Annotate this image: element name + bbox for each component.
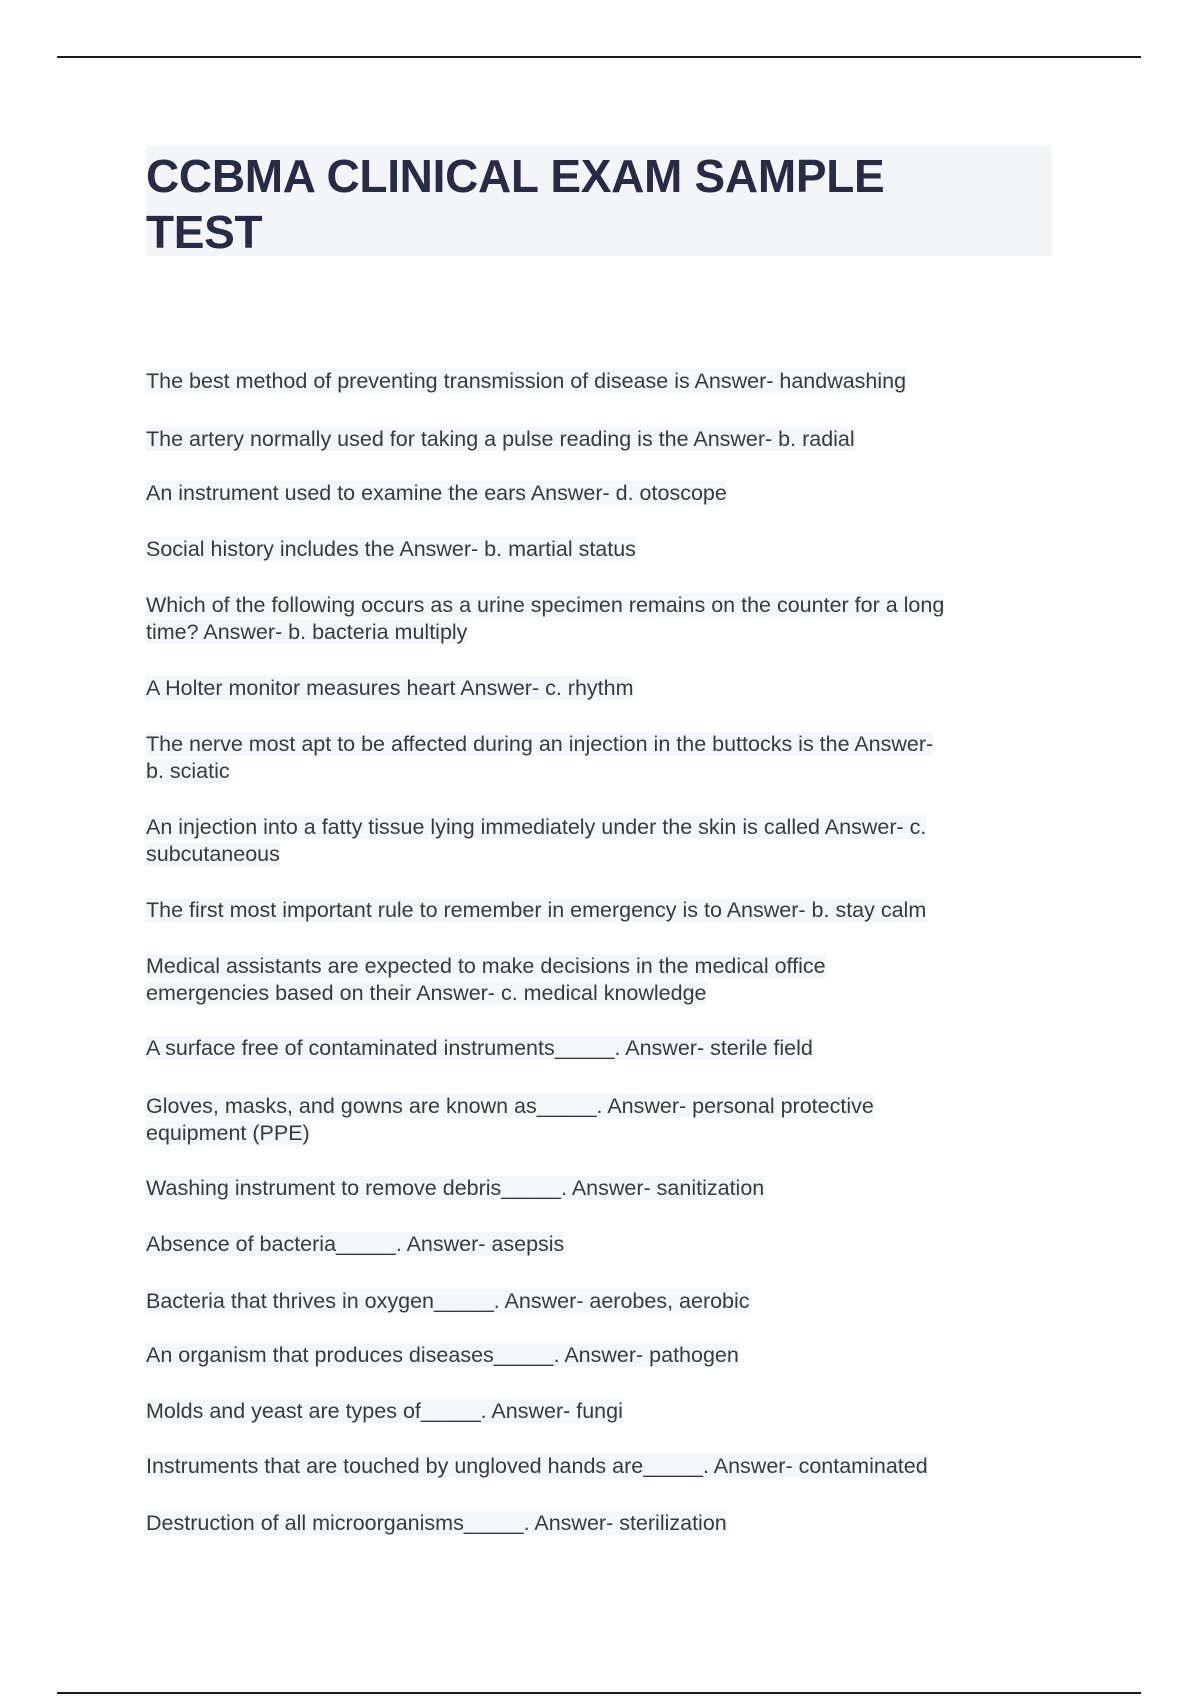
question-text: time? Answer- b. bacteria multiply	[146, 620, 468, 644]
question-text: The best method of preventing transmission of disease is Answer- handwashing	[146, 369, 907, 393]
question-line	[146, 731, 933, 758]
question-text: Bacteria that thrives in oxygen_____. Answer- aerobes, aerobic	[146, 1289, 750, 1313]
question-line	[146, 1398, 623, 1425]
question-text: subcutaneous	[146, 842, 280, 866]
question-item	[146, 592, 944, 646]
header-rule	[57, 56, 1141, 58]
question-item	[146, 536, 636, 563]
question-line	[146, 675, 634, 702]
question-line	[146, 1120, 874, 1147]
question-text: Absence of bacteria_____. Answer- asepsis	[146, 1232, 565, 1256]
question-text: Molds and yeast are types of_____. Answer- fungi	[146, 1399, 623, 1423]
question-text: An injection into a fatty tissue lying immediately under the skin is called Answer- c.	[146, 815, 927, 839]
question-text: The nerve most apt to be affected during an injection in the buttocks is the Answer-	[146, 732, 934, 756]
question-item	[146, 480, 727, 507]
question-text: Instruments that are touched by ungloved hands are_____. Answer- contaminated	[146, 1454, 928, 1478]
title-line: TEST	[146, 206, 263, 258]
question-item	[146, 953, 826, 1007]
question-item	[146, 426, 855, 453]
question-text: A Holter monitor measures heart Answer- c. rhythm	[146, 676, 634, 700]
question-item	[146, 731, 933, 785]
question-item	[146, 1510, 727, 1537]
question-item	[146, 1035, 813, 1062]
question-line	[146, 1288, 750, 1315]
question-line	[146, 480, 727, 507]
question-item	[146, 897, 926, 924]
question-line	[146, 814, 926, 841]
title-line: CCBMA CLINICAL EXAM SAMPLE	[146, 150, 885, 202]
question-line	[146, 426, 855, 453]
question-line	[146, 368, 906, 395]
question-text: A surface free of contaminated instruments_____. Answer- sterile field	[146, 1036, 813, 1060]
question-line	[146, 1093, 874, 1120]
question-text: Which of the following occurs as a urine specimen remains on the counter for a long	[146, 593, 945, 617]
question-text: Gloves, masks, and gowns are known as_____. Answer- personal protective	[146, 1094, 874, 1118]
question-item	[146, 1175, 764, 1202]
question-item	[146, 1342, 739, 1369]
question-item	[146, 1231, 564, 1258]
question-text: The artery normally used for taking a pulse reading is the Answer- b. radial	[146, 427, 855, 451]
question-text: Washing instrument to remove debris_____. Answer- sanitization	[146, 1176, 765, 1200]
question-line	[146, 536, 636, 563]
question-line	[146, 1453, 928, 1480]
question-line	[146, 1510, 727, 1537]
question-text: b. sciatic	[146, 759, 230, 783]
question-line	[146, 619, 944, 646]
question-line	[146, 1342, 739, 1369]
question-item	[146, 1453, 928, 1480]
question-line	[146, 841, 926, 868]
question-line	[146, 1231, 564, 1258]
question-text: The first most important rule to remember in emergency is to Answer- b. stay calm	[146, 898, 927, 922]
question-line	[146, 592, 944, 619]
question-text: Destruction of all microorganisms_____. Answer- sterilization	[146, 1511, 727, 1535]
question-text: emergencies based on their Answer- c. medical knowledge	[146, 981, 707, 1005]
question-text: Social history includes the Answer- b. martial status	[146, 537, 636, 561]
question-item	[146, 1093, 874, 1147]
footer-rule	[57, 1692, 1141, 1694]
question-text: Medical assistants are expected to make decisions in the medical office	[146, 954, 826, 978]
question-line	[146, 758, 933, 785]
question-line	[146, 897, 926, 924]
question-line	[146, 953, 826, 980]
question-line	[146, 1035, 813, 1062]
question-text: An organism that produces diseases_____. Answer- pathogen	[146, 1343, 739, 1367]
question-item	[146, 1398, 623, 1425]
page-title	[146, 148, 884, 260]
question-item	[146, 675, 634, 702]
question-item	[146, 368, 906, 395]
question-text: An instrument used to examine the ears Answer- d. otoscope	[146, 481, 727, 505]
question-text: equipment (PPE)	[146, 1121, 310, 1145]
question-item	[146, 1288, 750, 1315]
question-line	[146, 980, 826, 1007]
question-line	[146, 1175, 764, 1202]
question-item	[146, 814, 926, 868]
